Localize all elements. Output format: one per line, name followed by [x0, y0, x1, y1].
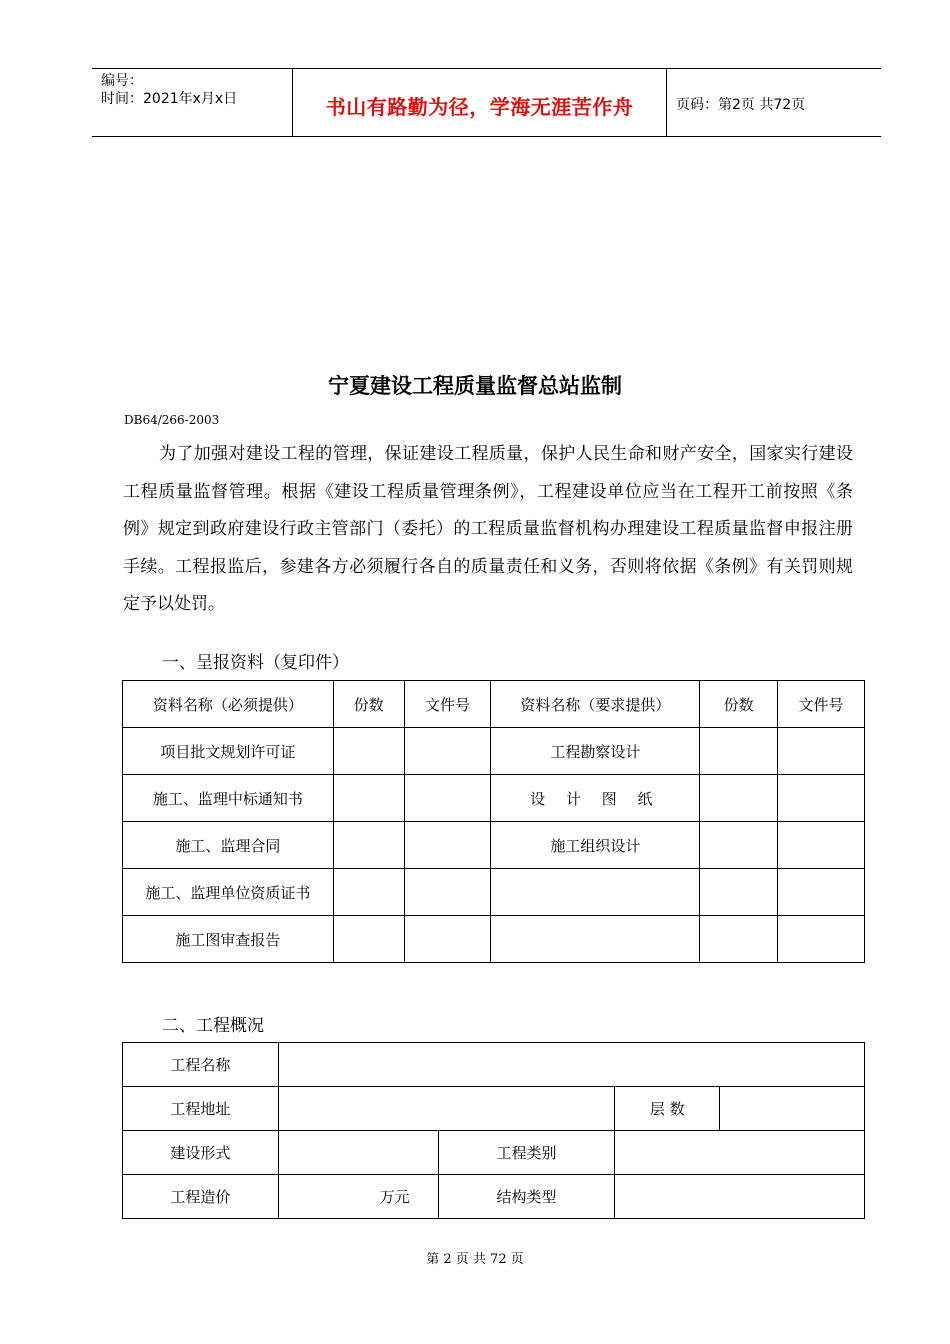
project-address-value[interactable] — [278, 1087, 615, 1131]
table-cell[interactable] — [778, 869, 865, 916]
structure-type-value[interactable] — [615, 1175, 865, 1219]
table-row — [123, 1087, 865, 1131]
floors-label: 层 数 — [615, 1087, 720, 1131]
table-cell[interactable] — [700, 916, 778, 963]
floors-value[interactable] — [720, 1087, 865, 1131]
table-row — [123, 728, 865, 775]
table-cell[interactable] — [333, 916, 404, 963]
table-cell[interactable] — [491, 916, 700, 963]
column-header: 文件号 — [778, 681, 865, 728]
motto: 书山有路勤为径，学海无涯苦作舟 — [325, 95, 634, 119]
table-cell: 施工、监理中标通知书 — [123, 775, 334, 822]
header-band — [92, 68, 881, 137]
table-cell[interactable] — [700, 869, 778, 916]
table-cell[interactable] — [333, 728, 404, 775]
table-cell[interactable] — [404, 869, 491, 916]
table-cell: 工程勘察设计 — [491, 728, 700, 775]
table-cell[interactable] — [700, 728, 778, 775]
project-category-value[interactable] — [615, 1131, 865, 1175]
project-cost-label: 工程造价 — [123, 1175, 279, 1219]
column-header: 份数 — [700, 681, 778, 728]
column-header: 份数 — [333, 681, 404, 728]
header-motto-cell — [292, 69, 667, 136]
table-cell[interactable] — [404, 916, 491, 963]
table-cell: 设 计 图 纸 — [491, 775, 700, 822]
table-cell[interactable] — [333, 822, 404, 869]
table-cell: 施工图审查报告 — [123, 916, 334, 963]
section2-heading: 二、工程概况 — [162, 1016, 264, 1036]
header-left-cell — [92, 69, 292, 136]
materials-table — [122, 680, 865, 963]
column-header: 资料名称（必须提供） — [123, 681, 334, 728]
table-cell[interactable] — [404, 728, 491, 775]
project-overview-table — [122, 1042, 865, 1219]
table-cell[interactable] — [333, 869, 404, 916]
table-header-row — [123, 681, 865, 728]
table-cell[interactable] — [778, 822, 865, 869]
build-form-label: 建设形式 — [123, 1131, 279, 1175]
table-cell[interactable] — [404, 822, 491, 869]
table-cell[interactable] — [700, 775, 778, 822]
doc-number: DB64/266-2003 — [124, 413, 220, 427]
table-cell[interactable] — [778, 728, 865, 775]
project-category-label: 工程类别 — [438, 1131, 615, 1175]
table-cell[interactable] — [491, 869, 700, 916]
code-label: 编号： — [101, 73, 143, 89]
column-header: 资料名称（要求提供） — [491, 681, 700, 728]
page-info: 页码：第2页 共72页 — [676, 97, 806, 113]
table-row — [123, 775, 865, 822]
table-row — [123, 869, 865, 916]
table-cell: 施工、监理单位资质证书 — [123, 869, 334, 916]
time-label: 时间：2021年x月x日 — [101, 91, 238, 107]
column-header: 文件号 — [404, 681, 491, 728]
table-row — [123, 1043, 865, 1087]
table-cell: 项目批文规划许可证 — [123, 728, 334, 775]
table-row — [123, 1175, 865, 1219]
table-cell[interactable] — [700, 822, 778, 869]
header-right-cell — [666, 69, 881, 136]
cost-unit[interactable]: 万元 — [278, 1175, 438, 1219]
table-row — [123, 1131, 865, 1175]
section1-heading: 一、呈报资料（复印件） — [162, 653, 349, 673]
structure-type-label: 结构类型 — [438, 1175, 615, 1219]
project-name-label: 工程名称 — [123, 1043, 279, 1087]
table-row — [123, 916, 865, 963]
build-form-value[interactable] — [278, 1131, 438, 1175]
table-cell: 施工组织设计 — [491, 822, 700, 869]
table-cell[interactable] — [778, 775, 865, 822]
table-cell[interactable] — [333, 775, 404, 822]
table-cell[interactable] — [404, 775, 491, 822]
table-cell[interactable] — [778, 916, 865, 963]
table-cell: 施工、监理合同 — [123, 822, 334, 869]
project-address-label: 工程地址 — [123, 1087, 279, 1131]
intro-paragraph: 为了加强对建设工程的管理，保证建设工程质量，保护人民生命和财产安全，国家实行建设工程质量监督管理。根据《建设工程质量管理条例》，工程建设单位应当在工程开工前按照《条例》规定到政府建设行政主管部门（委托）的工程质量监督机构办理建设工程质量监督申报注册手续。工程报监后，参建各方必须履行各自的质量责任和义务，否则将依据《条例》有关罚则规定予以处罚。 — [123, 444, 853, 614]
page-footer: 第 2 页 共 72 页 — [426, 1252, 524, 1267]
table-row — [123, 822, 865, 869]
project-name-value[interactable] — [278, 1043, 864, 1087]
page-title: 宁夏建设工程质量监督总站监制 — [328, 374, 622, 398]
